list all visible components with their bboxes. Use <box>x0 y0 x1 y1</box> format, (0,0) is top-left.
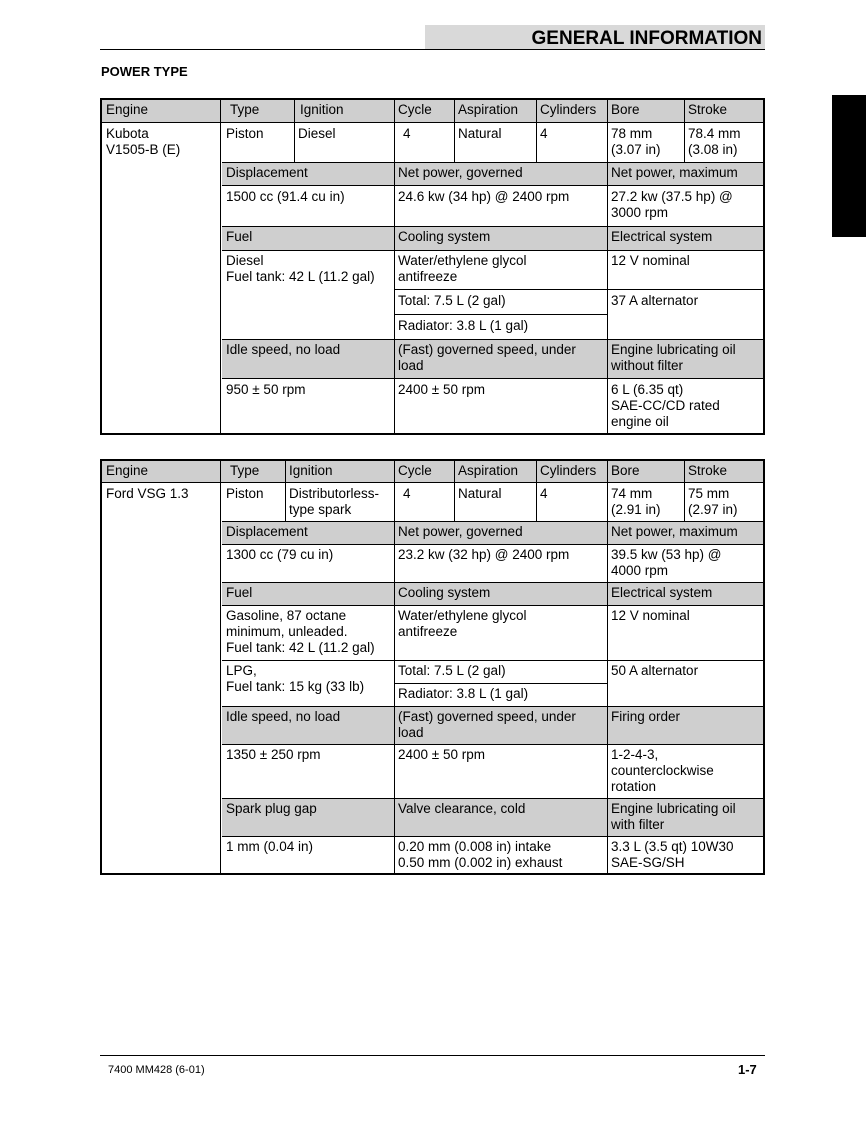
page-header-title: GENERAL INFORMATION <box>531 28 762 49</box>
cycle-value: 4 <box>403 126 411 141</box>
header-cooling-system: Cooling system <box>398 229 491 244</box>
fast-governed-speed-value: 2400 ± 50 rpm <box>398 382 485 397</box>
header-aspiration: Aspiration <box>458 463 519 478</box>
header-fuel: Fuel <box>226 585 253 600</box>
header-fast-governed-speed: (Fast) governed speed, under load <box>398 709 576 740</box>
bore-value: 74 mm (2.91 in) <box>611 486 661 517</box>
header-aspiration: Aspiration <box>458 102 519 117</box>
header-net-power-max: Net power, maximum <box>611 524 738 539</box>
header-idle-speed: Idle speed, no load <box>226 342 341 357</box>
header-net-power-governed: Net power, governed <box>398 165 523 180</box>
displacement-value: 1300 cc (79 cu in) <box>226 547 334 562</box>
header-spark-plug-gap: Spark plug gap <box>226 801 317 816</box>
ford-spec-table <box>100 459 765 875</box>
footer-page-number: 1-7 <box>738 1062 757 1077</box>
ignition-value: Distributorless- type spark <box>289 486 380 517</box>
header-cooling-system: Cooling system <box>398 585 491 600</box>
cooling-value: Water/ethylene glycol antifreeze <box>398 608 527 639</box>
header-electrical-system: Electrical system <box>611 229 713 244</box>
header-fast-governed-speed: (Fast) governed speed, under load <box>398 342 576 373</box>
header-engine-oil: Engine lubricating oil with filter <box>611 801 736 832</box>
header-bore: Bore <box>611 463 640 478</box>
engine-oil-value: 3.3 L (3.5 qt) 10W30 SAE-SG/SH <box>611 839 734 870</box>
engine-name: Ford VSG 1.3 <box>106 486 189 501</box>
header-net-power-max: Net power, maximum <box>611 165 738 180</box>
bore-value: 78 mm (3.07 in) <box>611 126 661 157</box>
header-idle-speed: Idle speed, no load <box>226 709 341 724</box>
net-power-max-value: 27.2 kw (37.5 hp) @ 3000 rpm <box>611 189 733 220</box>
ignition-value: Diesel <box>298 126 336 141</box>
fast-governed-speed-value: 2400 ± 50 rpm <box>398 747 485 762</box>
header-ignition: Ignition <box>289 463 333 478</box>
kubota-spec-table <box>100 98 765 435</box>
electrical-value: 12 V nominal <box>611 608 690 623</box>
header-fuel: Fuel <box>226 229 253 244</box>
idle-speed-value: 1350 ± 250 rpm <box>226 747 321 762</box>
header-engine: Engine <box>106 102 149 117</box>
header-displacement: Displacement <box>226 524 308 539</box>
header-cycle: Cycle <box>398 102 432 117</box>
section-thumb-tab <box>832 95 866 237</box>
stroke-value: 78.4 mm (3.08 in) <box>688 126 741 157</box>
cooling-radiator-value: Radiator: 3.8 L (1 gal) <box>398 318 529 333</box>
cylinders-value: 4 <box>540 126 548 141</box>
cylinders-value: 4 <box>540 486 548 501</box>
idle-speed-value: 950 ± 50 rpm <box>226 382 306 397</box>
cooling-total-value: Total: 7.5 L (2 gal) <box>398 663 506 678</box>
firing-order-value: 1-2-4-3, counterclockwise rotation <box>611 747 714 794</box>
spark-plug-gap-value: 1 mm (0.04 in) <box>226 839 314 854</box>
aspiration-value: Natural <box>458 486 502 501</box>
fuel-gasoline-value: Gasoline, 87 octane minimum, unleaded. Fuel tank: 42 L (11.2 gal) <box>226 608 375 655</box>
type-value: Piston <box>226 486 264 501</box>
fuel-value: Diesel Fuel tank: 42 L (11.2 gal) <box>226 253 375 284</box>
alternator-value: 37 A alternator <box>611 293 699 308</box>
section-title: POWER TYPE <box>101 64 188 79</box>
header-displacement: Displacement <box>226 165 308 180</box>
cooling-total-value: Total: 7.5 L (2 gal) <box>398 293 506 308</box>
cooling-value: Water/ethylene glycol antifreeze <box>398 253 527 284</box>
cycle-value: 4 <box>403 486 411 501</box>
type-value: Piston <box>226 126 264 141</box>
header-engine-oil: Engine lubricating oil without filter <box>611 342 736 373</box>
footer-document-id: 7400 MM428 (6-01) <box>108 1064 205 1076</box>
net-power-governed-value: 24.6 kw (34 hp) @ 2400 rpm <box>398 189 570 204</box>
header-stroke: Stroke <box>688 102 728 117</box>
header-valve-clearance: Valve clearance, cold <box>398 801 526 816</box>
aspiration-value: Natural <box>458 126 502 141</box>
cooling-radiator-value: Radiator: 3.8 L (1 gal) <box>398 686 529 701</box>
header-type: Type <box>230 463 260 478</box>
header-electrical-system: Electrical system <box>611 585 713 600</box>
engine-name: Kubota V1505-B (E) <box>106 126 181 157</box>
header-rule <box>100 49 765 50</box>
header-ignition: Ignition <box>300 102 344 117</box>
valve-clearance-value: 0.20 mm (0.008 in) intake 0.50 mm (0.002 in) exhaust <box>398 839 563 870</box>
header-cylinders: Cylinders <box>540 102 597 117</box>
alternator-value: 50 A alternator <box>611 663 699 678</box>
header-type: Type <box>230 102 260 117</box>
stroke-value: 75 mm (2.97 in) <box>688 486 738 517</box>
header-cylinders: Cylinders <box>540 463 597 478</box>
header-bore: Bore <box>611 102 640 117</box>
electrical-value: 12 V nominal <box>611 253 690 268</box>
header-net-power-governed: Net power, governed <box>398 524 523 539</box>
fuel-lpg-value: LPG, Fuel tank: 15 kg (33 lb) <box>226 663 365 694</box>
net-power-max-value: 39.5 kw (53 hp) @ 4000 rpm <box>611 547 722 578</box>
header-cycle: Cycle <box>398 463 432 478</box>
displacement-value: 1500 cc (91.4 cu in) <box>226 189 345 204</box>
net-power-governed-value: 23.2 kw (32 hp) @ 2400 rpm <box>398 547 570 562</box>
footer-rule <box>100 1055 765 1056</box>
header-engine: Engine <box>106 463 149 478</box>
header-firing-order: Firing order <box>611 709 681 724</box>
header-stroke: Stroke <box>688 463 728 478</box>
engine-oil-value: 6 L (6.35 qt) SAE-CC/CD rated engine oil <box>611 382 720 429</box>
